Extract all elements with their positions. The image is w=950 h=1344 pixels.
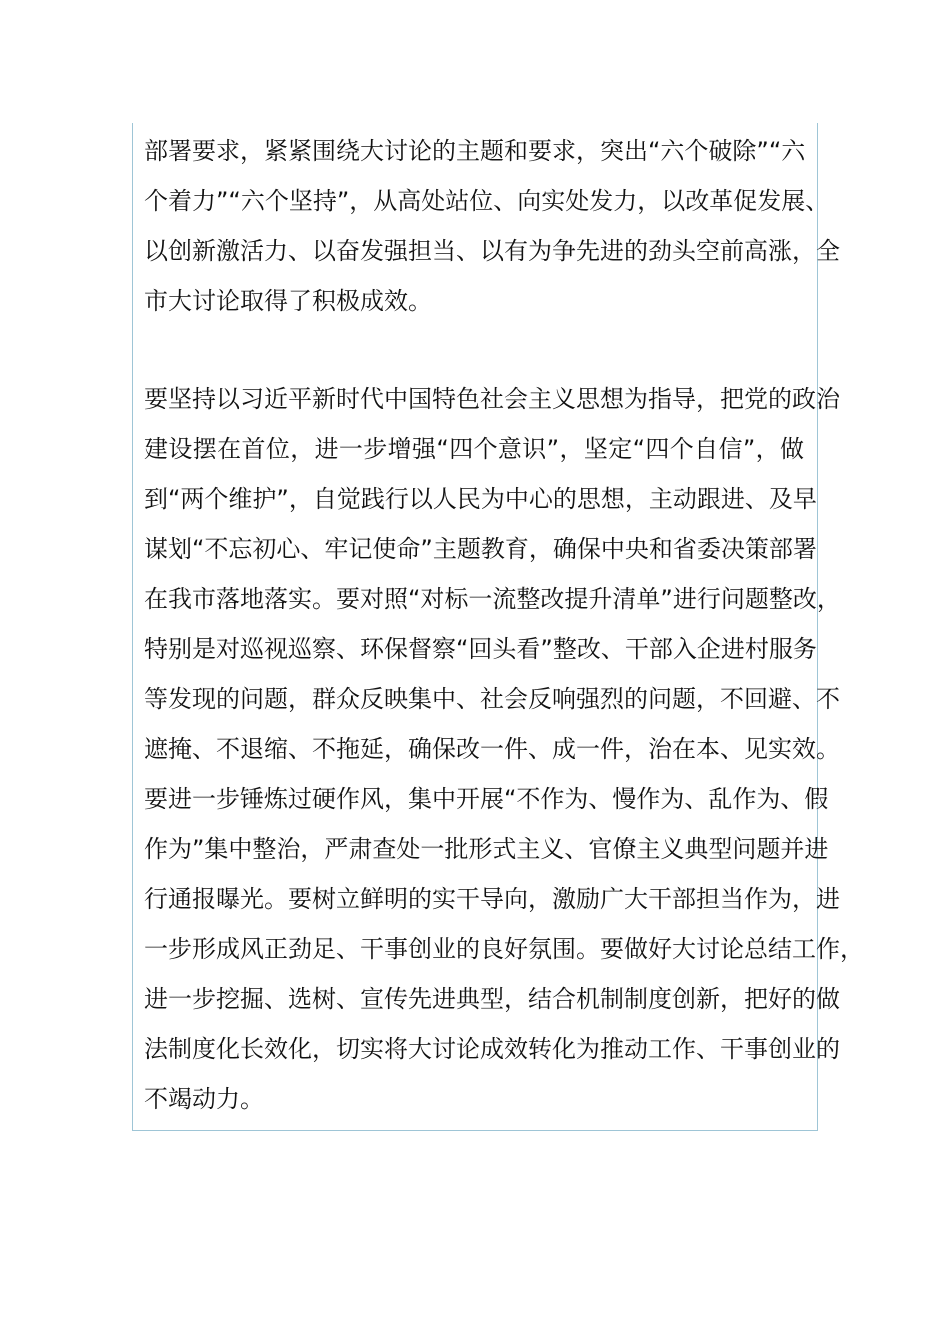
text-line: 在我市落地落实。要对照“对标一流整改提升清单”进行问题整改，: [144, 585, 841, 613]
text-line: 要进一步锤炼过硬作风，集中开展“不作为、慢作为、乱作为、假: [144, 785, 829, 813]
text-line: 作为”集中整治，严肃查处一批形式主义、官僚主义典型问题并进: [144, 835, 829, 863]
text-line: 法制度化长效化，切实将大讨论成效转化为推动工作、干事创业的: [144, 1035, 840, 1063]
text-line: 不竭动力。: [144, 1085, 264, 1113]
text-line: 部署要求，紧紧围绕大讨论的主题和要求，突出“六个破除”“六: [144, 137, 806, 165]
paragraph-2: [144, 374, 864, 1124]
text-line: 个着力”“六个坚持”，从高处站位、向实处发力，以改革促发展、: [144, 187, 830, 215]
text-line: 以创新激活力、以奋发强担当、以有为争先进的劲头空前高涨，全: [144, 237, 840, 265]
text-line: 要坚持以习近平新时代中国特色社会主义思想为指导，把党的政治: [144, 385, 840, 413]
text-line: 到“两个维护”，自觉践行以人民为中心的思想，主动跟进、及早: [144, 485, 817, 513]
text-line: 行通报曝光。要树立鲜明的实干导向，激励广大干部担当作为，进: [144, 885, 840, 913]
text-line: 进一步挖掘、选树、宣传先进典型，结合机制制度创新，把好的做: [144, 985, 840, 1013]
text-line: 谋划“不忘初心、牢记使命”主题教育，确保中央和省委决策部署: [144, 535, 817, 563]
text-line: 一步形成风正劲足、干事创业的良好氛围。要做好大讨论总结工作，: [144, 935, 864, 963]
paragraph-1: [144, 126, 840, 326]
text-line: 特别是对巡视巡察、环保督察“回头看”整改、干部入企进村服务: [144, 635, 817, 663]
text-line: 遮掩、不退缩、不拖延，确保改一件、成一件，治在本、见实效。: [144, 735, 840, 763]
text-line: 等发现的问题，群众反映集中、社会反响强烈的问题，不回避、不: [144, 685, 840, 713]
text-line: 建设摆在首位，进一步增强“四个意识”，坚定“四个自信”，做: [144, 435, 804, 463]
text-line: 市大讨论取得了积极成效。: [144, 287, 432, 315]
